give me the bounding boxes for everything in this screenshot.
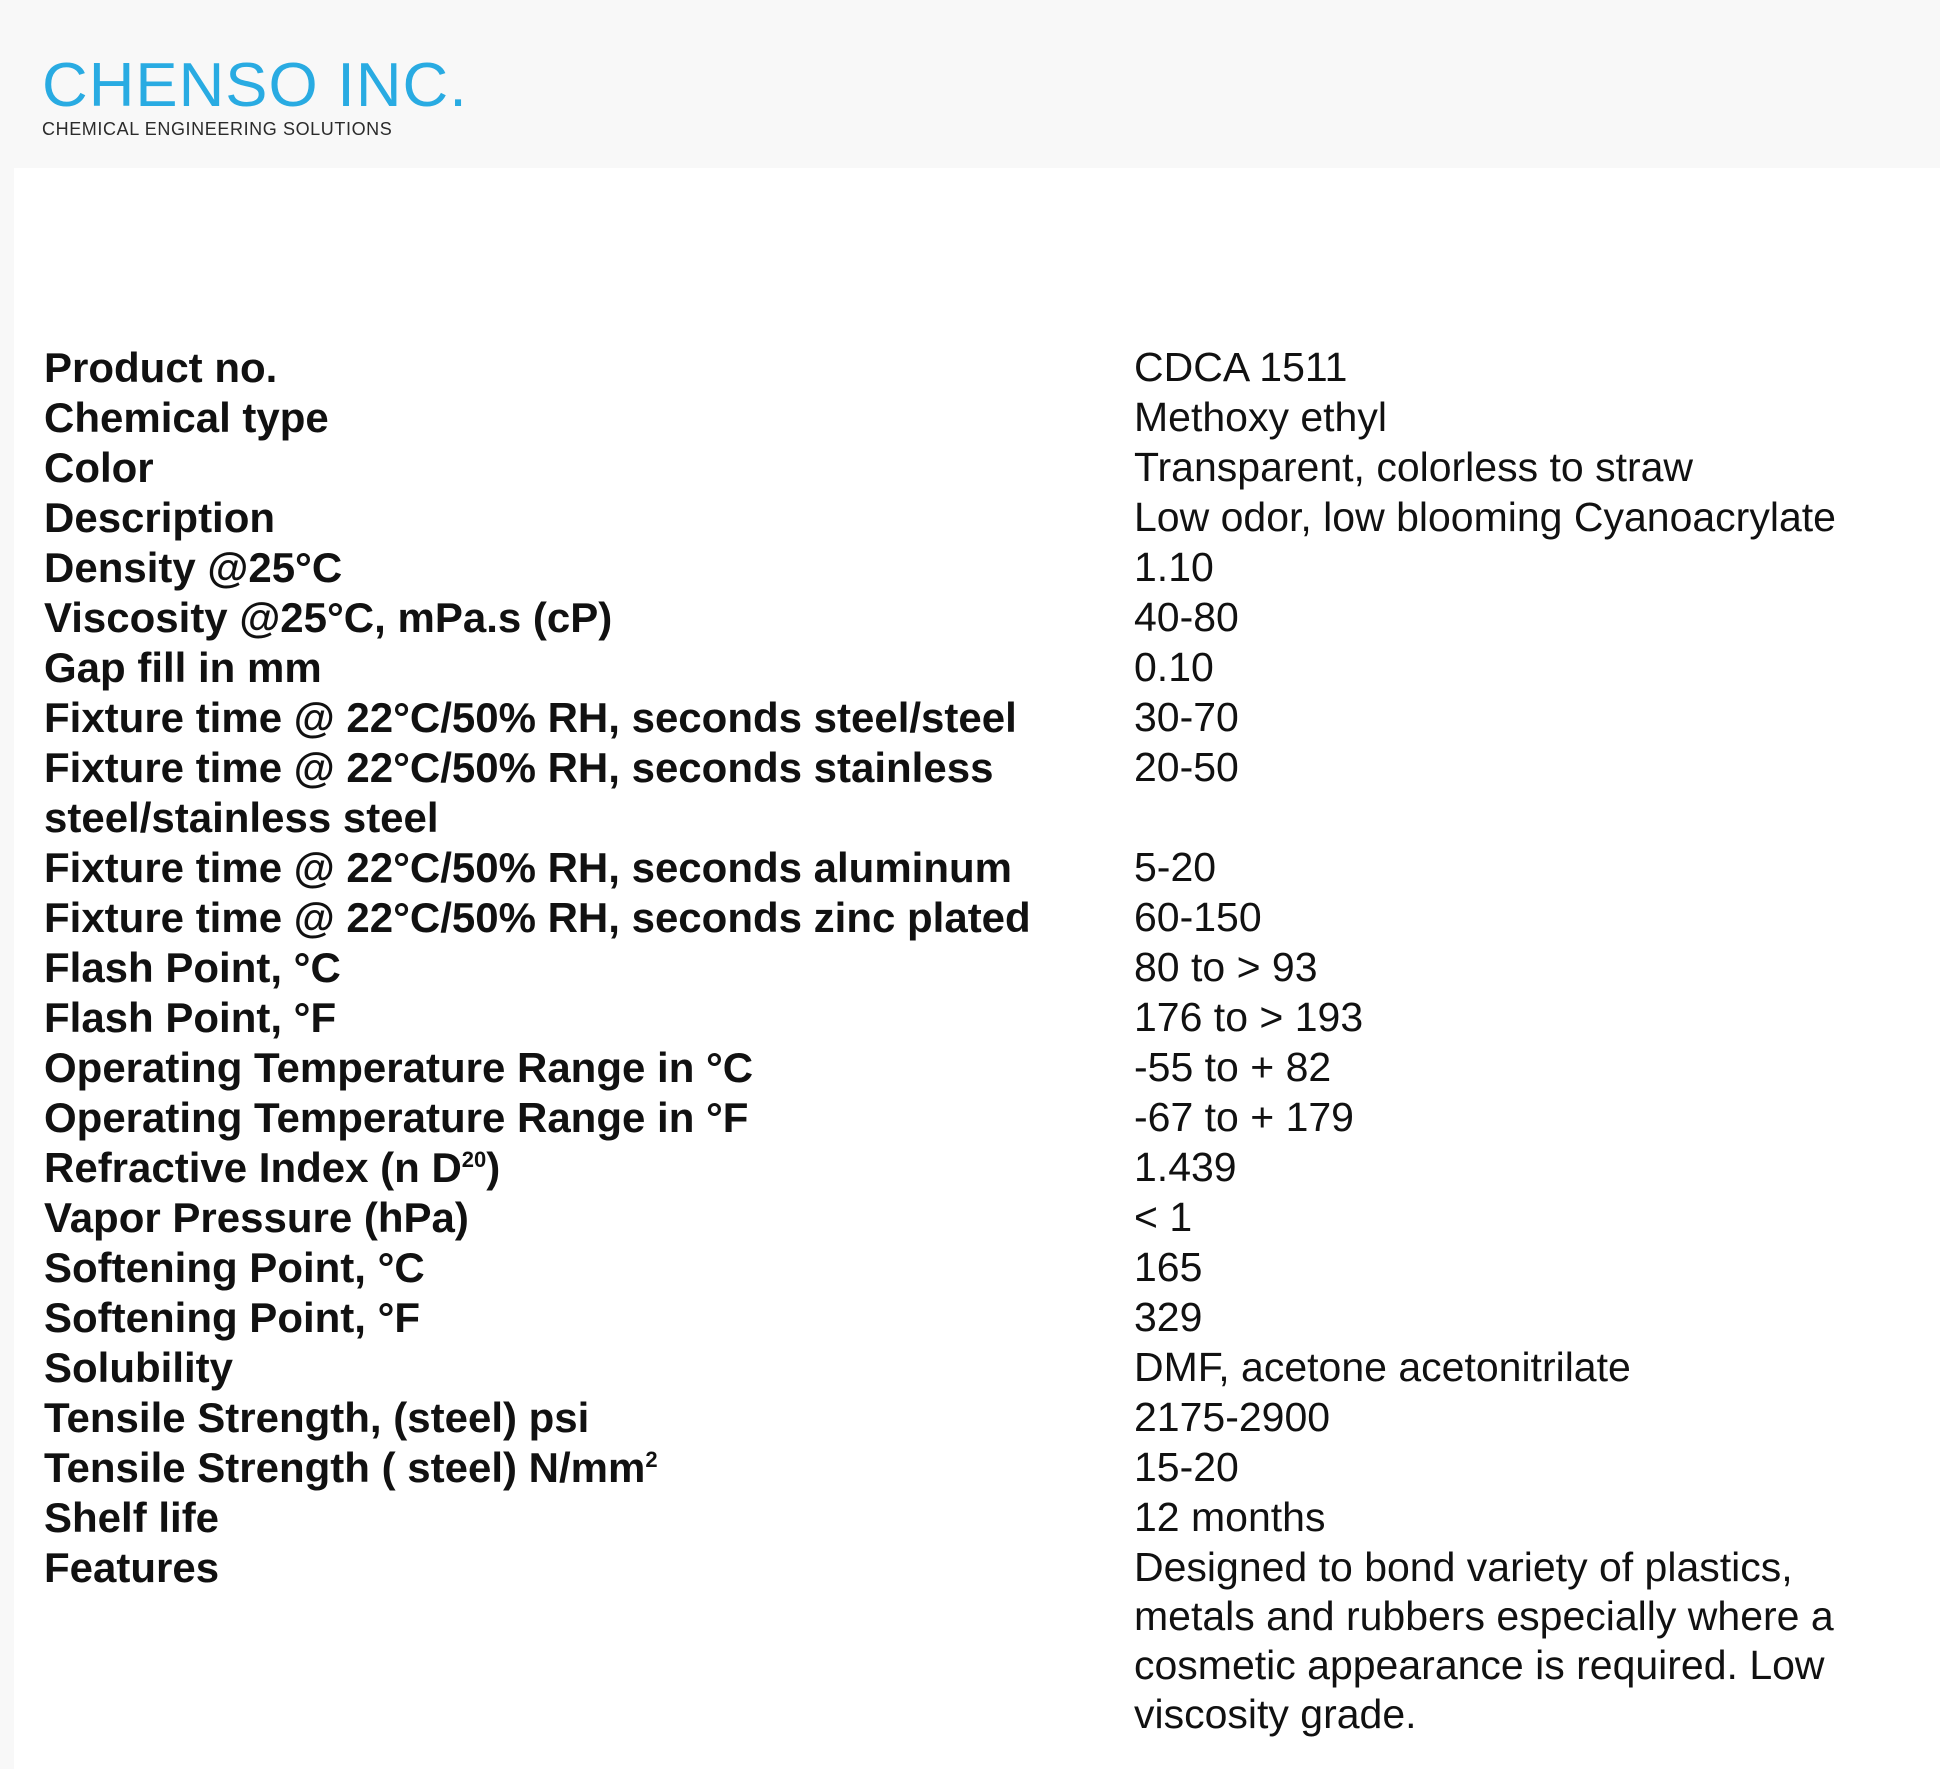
spec-value: 0.10 [1134,644,1214,690]
spec-label-text: Flash Point, °F [44,994,337,1041]
spec-row [44,1343,1914,1393]
spec-label [44,493,1134,543]
spec-label [44,643,1134,693]
company-logo [42,51,468,139]
spec-row [44,1393,1914,1443]
spec-value: 40-80 [1134,594,1239,640]
spec-label [44,1393,1134,1443]
spec-label-text: Operating Temperature Range in °C [44,1044,754,1091]
spec-label [44,1443,1134,1493]
spec-row [44,543,1914,593]
spec-label-superscript: 20 [461,1147,487,1172]
spec-label-text: Features [44,1544,220,1591]
spec-value: 12 months [1134,1494,1326,1540]
spec-label [44,1143,1134,1193]
spec-label-text: Refractive Index (n D [44,1144,462,1191]
spec-row [44,1493,1914,1543]
spec-row [44,393,1914,443]
spec-label [44,1543,1134,1593]
spec-label-text: Description [44,494,276,541]
spec-row [44,1143,1914,1193]
spec-label-text: Flash Point, °C [44,944,341,991]
spec-label [44,1093,1134,1143]
spec-row [44,1243,1914,1293]
spec-row [44,1443,1914,1493]
spec-row [44,843,1914,893]
spec-value: Low odor, low blooming Cyanoacrylate [1134,494,1836,540]
spec-label [44,1343,1134,1393]
spec-value: 1.439 [1134,1144,1237,1190]
spec-value: 80 to > 93 [1134,944,1318,990]
spec-value: DMF, acetone acetonitrilate [1134,1344,1631,1390]
spec-label-text: Fixture time @ 22°C/50% RH, seconds stainless steel/stainless steel [44,744,994,841]
spec-row [44,893,1914,943]
spec-table [44,343,1914,1739]
spec-value: 165 [1134,1244,1203,1290]
spec-label [44,943,1134,993]
spec-value: Designed to bond variety of plastics, metals and rubbers especially where a cosmetic appearance is required. Low viscosity grade. [1134,1544,1834,1737]
spec-row [44,1043,1914,1093]
spec-label [44,1493,1134,1543]
spec-label-text: Gap fill in mm [44,644,322,691]
spec-label-text: Softening Point, °C [44,1244,425,1291]
spec-label [44,1293,1134,1343]
spec-row [44,443,1914,493]
spec-row [44,993,1914,1043]
spec-label [44,393,1134,443]
spec-label [44,893,1134,943]
company-name: CHENSO INC. [42,51,468,120]
spec-label [44,1193,1134,1243]
spec-label [44,993,1134,1043]
spec-label-text: Tensile Strength ( steel) N/mm [44,1444,646,1491]
spec-value: 5-20 [1134,844,1217,890]
spec-value: Methoxy ethyl [1134,394,1387,440]
spec-label [44,443,1134,493]
spec-label-tail: ) [486,1144,501,1191]
spec-row [44,1293,1914,1343]
spec-row [44,1543,1914,1739]
spec-label-text: Shelf life [44,1494,220,1541]
spec-row [44,1093,1914,1143]
left-margin-strip [0,168,14,1769]
spec-label [44,1043,1134,1093]
spec-value: < 1 [1134,1194,1193,1240]
spec-label-text: Density @25°C [44,544,343,591]
spec-row [44,693,1914,743]
spec-value: 60-150 [1134,894,1262,940]
spec-label-text: Softening Point, °F [44,1294,421,1341]
spec-value: 30-70 [1134,694,1239,740]
spec-value: -55 to + 82 [1134,1044,1332,1090]
spec-label-text: Chemical type [44,394,329,441]
spec-value: 176 to > 193 [1134,994,1364,1040]
spec-value: 15-20 [1134,1444,1239,1490]
spec-label [44,1243,1134,1293]
spec-label-superscript: 2 [645,1447,658,1472]
spec-label-text: Viscosity @25°C, mPa.s (cP) [44,594,613,641]
spec-value: 329 [1134,1294,1203,1340]
spec-row [44,343,1914,393]
spec-label [44,743,1134,843]
spec-label-text: Fixture time @ 22°C/50% RH, seconds aluminum [44,844,1013,891]
spec-value: -67 to + 179 [1134,1094,1354,1140]
spec-label [44,693,1134,743]
spec-value: Transparent, colorless to straw [1134,444,1694,490]
spec-value: 1.10 [1134,544,1214,590]
spec-label [44,343,1134,393]
spec-label-text: Color [44,444,154,491]
spec-label-text: Fixture time @ 22°C/50% RH, seconds zinc plated [44,894,1031,941]
spec-row [44,493,1914,543]
company-tagline: CHEMICAL ENGINEERING SOLUTIONS [42,119,393,139]
spec-label-text: Operating Temperature Range in °F [44,1094,749,1141]
spec-row [44,1193,1914,1243]
spec-label-text: Fixture time @ 22°C/50% RH, seconds steel/steel [44,694,1017,741]
spec-label-text: Product no. [44,344,278,391]
spec-label-text: Tensile Strength, (steel) psi [44,1394,590,1441]
spec-label-text: Solubility [44,1344,233,1391]
spec-value: 20-50 [1134,744,1239,790]
spec-row [44,593,1914,643]
spec-row [44,643,1914,693]
spec-value: CDCA 1511 [1134,344,1348,390]
spec-row [44,943,1914,993]
spec-label [44,543,1134,593]
spec-row [44,743,1914,843]
spec-value: 2175-2900 [1134,1394,1331,1440]
spec-label-text: Vapor Pressure (hPa) [44,1194,469,1241]
spec-label [44,843,1134,893]
spec-label [44,593,1134,643]
